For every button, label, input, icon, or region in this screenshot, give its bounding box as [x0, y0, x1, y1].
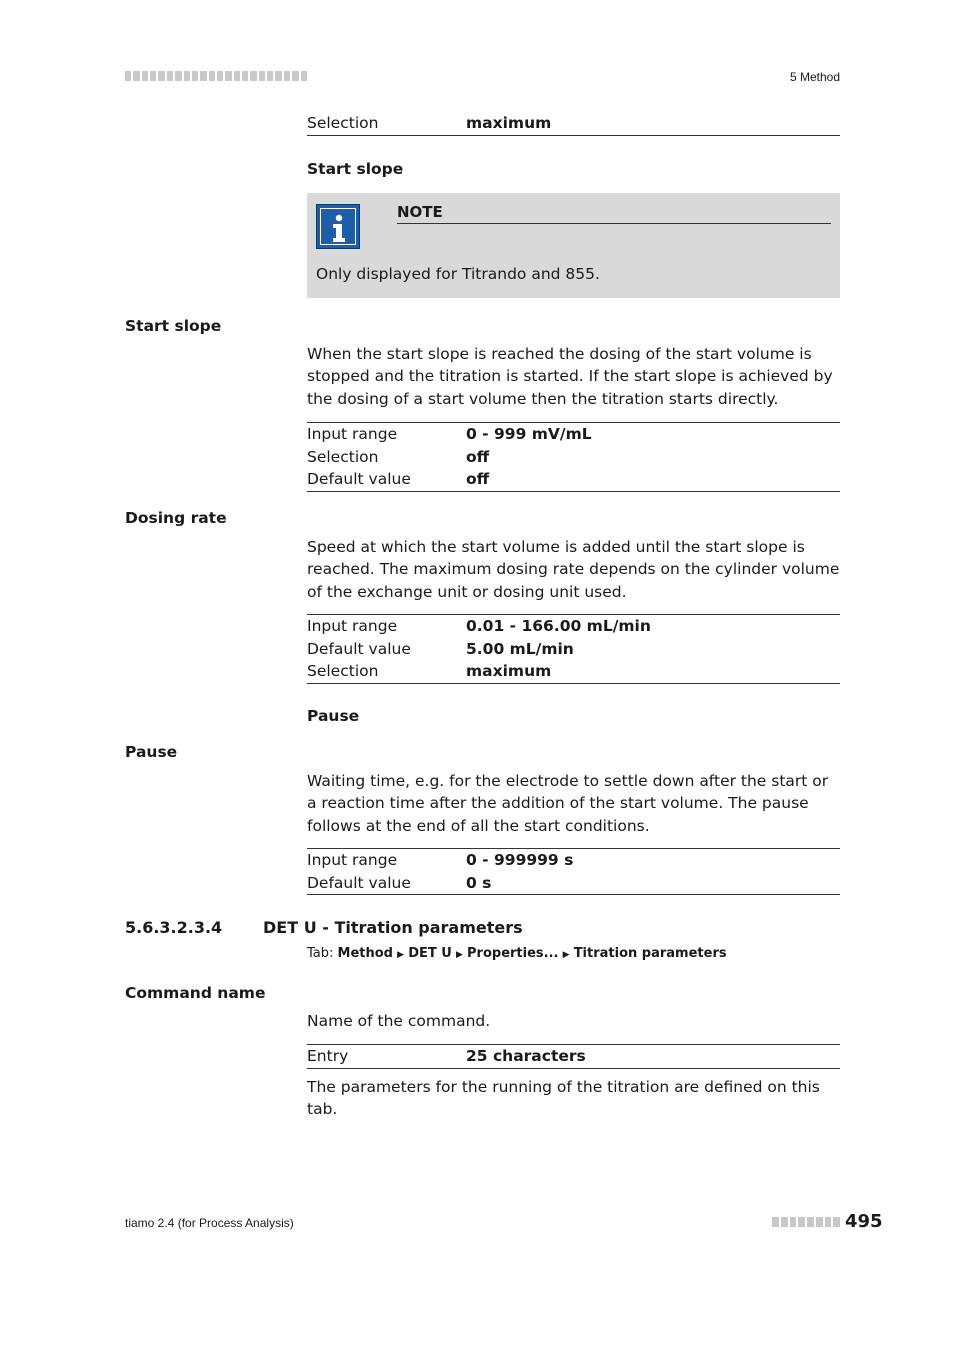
dosing-rate-table	[307, 614, 840, 684]
table-row	[307, 112, 840, 135]
section-number: 5.6.3.2.3.4	[125, 918, 223, 937]
path-separator-icon: ▶	[397, 950, 405, 960]
note-title: NOTE	[397, 203, 831, 224]
tab-path	[307, 946, 727, 961]
header-decoration	[125, 71, 307, 81]
table-value: 5.00 mL/min	[466, 639, 574, 658]
section-title: DET U - Titration parameters	[263, 918, 523, 937]
page-number: 495	[845, 1211, 883, 1232]
table-row	[307, 1045, 840, 1068]
table-row	[307, 446, 840, 469]
table-key: Default value	[307, 470, 411, 489]
table-key: Default value	[307, 873, 411, 892]
side-heading-command-name: Command name	[125, 984, 266, 1002]
tab-path-item: Properties...	[467, 946, 559, 961]
tab-path-item: DET U	[408, 946, 452, 961]
tab-prefix: Tab:	[307, 946, 334, 961]
dosing-rate-description: Speed at which the start volume is added until the start slope is reached. The maximum dosing rate depends on the cylinder volume of the exchange unit or dosing unit used.	[307, 538, 840, 601]
pause-table	[307, 848, 840, 895]
pause-subheading: Pause	[307, 707, 360, 725]
table-row	[307, 423, 840, 446]
note-text: Only displayed for Titrando and 855.	[316, 265, 600, 283]
footer-product: tiamo 2.4 (for Process Analysis)	[125, 1216, 294, 1230]
table-value: off	[466, 447, 490, 466]
table-value: 0 s	[466, 873, 492, 892]
table-value: 0 - 999999 s	[466, 851, 574, 870]
info-icon	[316, 204, 360, 249]
table-value: off	[466, 470, 490, 489]
table-row	[307, 872, 840, 895]
path-separator-icon: ▶	[455, 950, 463, 960]
titration-parameters-intro: The parameters for the running of the titration are defined on this tab.	[307, 1078, 820, 1119]
table-value: 0.01 - 166.00 mL/min	[466, 617, 651, 636]
table-row	[307, 849, 840, 872]
side-heading-start-slope: Start slope	[125, 317, 222, 335]
table-row	[307, 638, 840, 661]
table-value: 0 - 999 mV/mL	[466, 425, 592, 444]
table-key: Input range	[307, 851, 398, 870]
table-key: Selection	[307, 662, 379, 681]
tab-path-item: Titration parameters	[573, 946, 727, 961]
table-key: Default value	[307, 639, 411, 658]
table-row	[307, 615, 840, 638]
start-slope-table	[307, 422, 840, 492]
table-key: Input range	[307, 425, 398, 444]
table-key: Input range	[307, 617, 398, 636]
side-heading-dosing-rate: Dosing rate	[125, 509, 227, 527]
note-box	[307, 193, 840, 298]
table-value: maximum	[466, 114, 552, 133]
selection-table	[307, 112, 840, 136]
header-section-label: 5 Method	[789, 70, 840, 84]
table-key: Selection	[307, 447, 379, 466]
table-value: 25 characters	[466, 1047, 586, 1066]
tab-path-item: Method	[337, 946, 393, 961]
side-heading-pause: Pause	[125, 743, 178, 761]
command-name-table	[307, 1044, 840, 1069]
table-row	[307, 660, 840, 683]
table-key: Selection	[307, 114, 379, 133]
path-separator-icon: ▶	[562, 950, 570, 960]
command-name-description: Name of the command.	[307, 1012, 491, 1030]
start-slope-subheading: Start slope	[307, 160, 404, 178]
table-value: maximum	[466, 662, 552, 681]
footer-decoration	[772, 1217, 840, 1227]
pause-description: Waiting time, e.g. for the electrode to settle down after the start or a reaction time after the addition of the start volume. The pause follows at the end of all the start conditions.	[307, 772, 829, 835]
table-row	[307, 468, 840, 491]
start-slope-description: When the start slope is reached the dosing of the start volume is stopped and the titration is started. If the start slope is achieved by the dosing of a start volume then the titration starts directly.	[307, 345, 833, 408]
table-key: Entry	[307, 1047, 349, 1066]
